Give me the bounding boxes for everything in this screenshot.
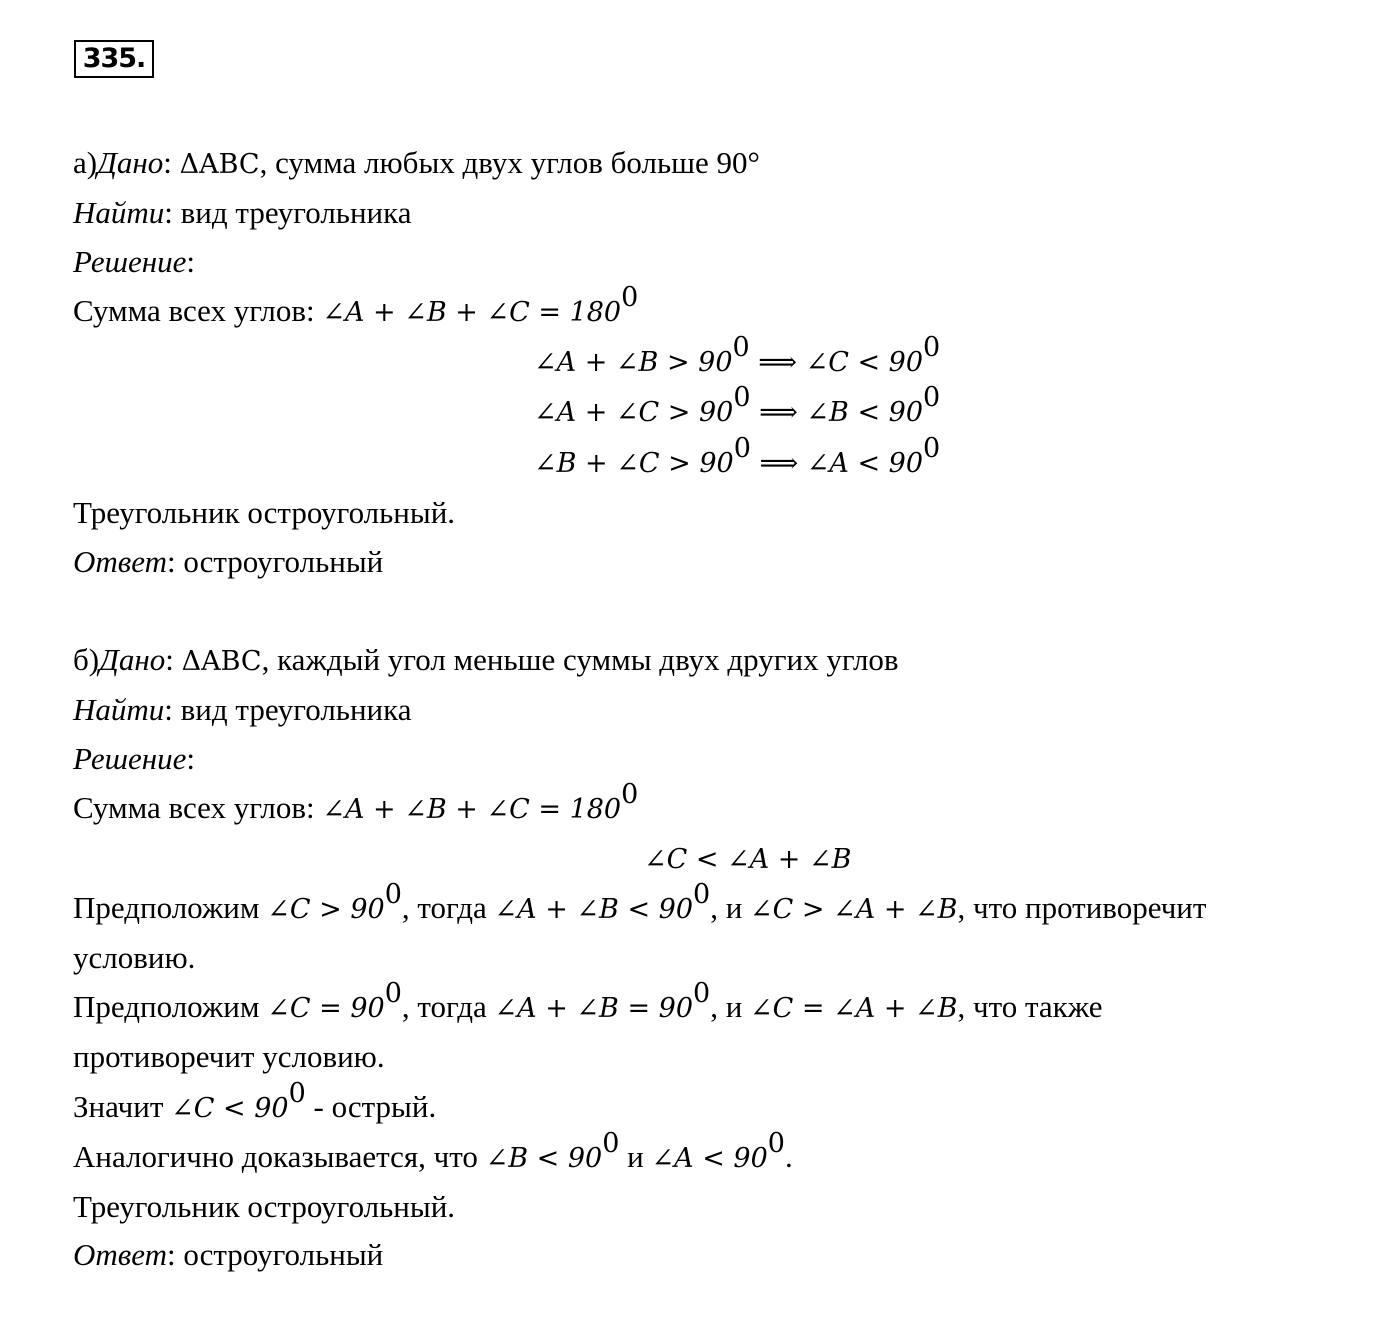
part-b-sum: Сумма всех углов: ∠A + ∠B + ∠C = $180^0$ [73,778,639,825]
part-b-suppose-1-cont: условию. [73,940,196,975]
part-b-solution-label: Решение: [73,741,195,776]
part-a-answer: Ответ: остроугольный [73,544,384,579]
part-b-means: Значит ∠C < $90^0$ - острый. [73,1077,437,1124]
part-a-conclusion: Треугольник остроугольный. [73,495,456,530]
part-b-conclusion: Треугольник остроугольный. [73,1189,456,1224]
part-b-similar: Аналогично доказывается, что ∠B < $90^0$ и ∠A < $90^0$. [73,1127,793,1174]
part-b-suppose-2-cont: противоречит условию. [73,1039,385,1074]
part-b-answer: Ответ: остроугольный [73,1237,384,1272]
part-a-eq2: ∠A + ∠C > $90^0$ ⟹ ∠B < $90^0$ [534,381,941,428]
problem-number: 335. [74,40,154,78]
part-a-eq3: ∠B + ∠C > $90^0$ ⟹ ∠A < $90^0$ [534,432,941,479]
part-a-eq1: ∠A + ∠B > $90^0$ ⟹ ∠C < $90^0$ [534,331,941,378]
part-b-suppose-2: Предположим ∠C = $90^0$, тогда ∠A + ∠B = $90^0$, и ∠C = ∠A + ∠B, что также [73,977,1103,1024]
part-b-inequality: ∠C < ∠A + ∠B [644,844,852,875]
part-a-sum: Сумма всех углов: ∠A + ∠B + ∠C = $180^0$ [73,281,639,328]
part-b-find: Найти: вид треугольника [73,692,412,727]
part-a-given: а)Дано: ΔABC, сумма любых двух углов больше 90° [73,145,760,180]
part-a-solution-label: Решение: [73,244,195,279]
part-a-find: Найти: вид треугольника [73,195,412,230]
part-b-given: б)Дано: ΔABC, каждый угол меньше суммы двух других углов [73,642,899,677]
part-b-suppose-1: Предположим ∠C > $90^0$, тогда ∠A + ∠B < $90^0$, и ∠C > ∠A + ∠B, что противоречит [73,878,1207,925]
